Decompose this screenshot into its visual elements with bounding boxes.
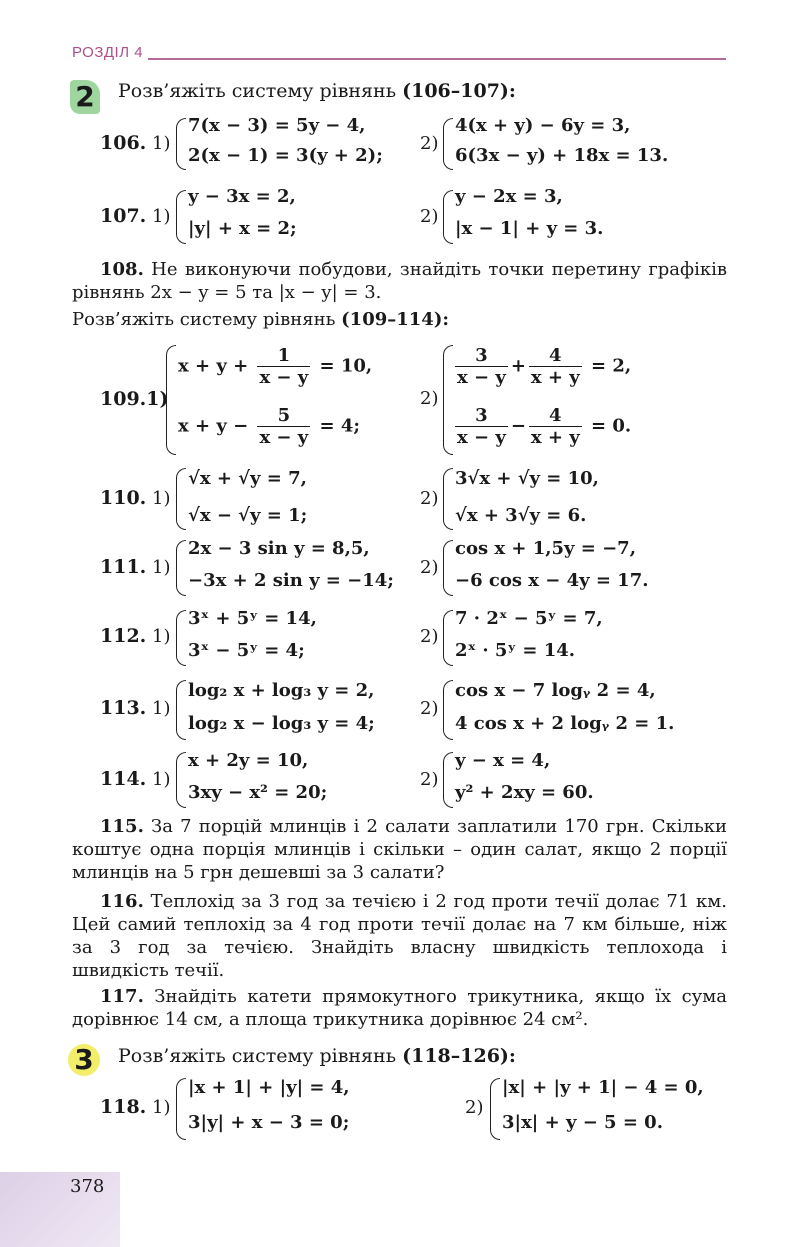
equation: log₂ x + log₃ y = 2, <box>188 680 375 701</box>
numerator: 3 <box>455 345 508 367</box>
fraction <box>529 345 582 388</box>
level-2-badge: 2 <box>70 80 100 114</box>
denominator: x − y <box>259 427 309 448</box>
heading-range: (118–126): <box>402 1045 516 1067</box>
system-brace <box>490 1078 500 1140</box>
denominator: x + y <box>530 367 580 388</box>
fraction <box>529 405 582 448</box>
problem-number: 108. <box>100 259 144 280</box>
system-brace <box>176 752 186 808</box>
part-1-label: 1) <box>152 557 171 578</box>
equation: 6(3x − y) + 18x = 13. <box>455 145 669 166</box>
equation: 3xy − x² = 20; <box>188 782 328 803</box>
problem-number: 113. <box>100 697 147 719</box>
system-brace <box>176 468 186 530</box>
operator: − <box>510 415 526 437</box>
problem-number: 111. <box>100 556 147 578</box>
numerator: 3 <box>455 405 508 427</box>
equation: 3ˣ + 5ʸ = 14, <box>188 608 317 629</box>
equation: 7(x − 3) = 5y − 4, <box>188 115 366 136</box>
problem-text: Не виконуючи побудови, знайдіть точки перетину графіків рівнянь 2x − y = 5 та |x − y| = 3. <box>72 259 727 303</box>
equation: 4 cos x + 2 logᵧ 2 = 1. <box>455 713 675 734</box>
part-1-label: 1) <box>152 488 171 509</box>
system-brace <box>176 118 186 170</box>
equation <box>178 345 372 388</box>
equation: |y| + x = 2; <box>188 218 297 239</box>
problem-text: За 7 порцій млинців і 2 салати заплатили 170 грн. Скільки коштує одна порція млинців і скільки – один салат, якщо 2 порції млинців на 5 грн дешевші за 3 салати? <box>72 816 727 883</box>
numerator: 5 <box>257 405 310 427</box>
equation: 3ˣ − 5ʸ = 4; <box>188 640 305 661</box>
equation: −6 cos x − 4y = 17. <box>455 570 649 591</box>
equation: 3√x + √y = 10, <box>455 468 599 489</box>
heading-range: (109–114): <box>341 309 449 330</box>
equation: 7 · 2ˣ − 5ʸ = 7, <box>455 608 603 629</box>
part-2-label: 2) <box>465 1097 484 1118</box>
page-number: 378 <box>70 1176 105 1197</box>
equation: 4(x + y) − 6y = 3, <box>455 115 631 136</box>
problem-number: 115. <box>100 816 144 837</box>
problem-number: 112. <box>100 625 147 647</box>
numerator: 4 <box>529 405 582 427</box>
system-brace <box>176 1078 186 1140</box>
denominator: x + y <box>530 427 580 448</box>
part-2-label: 2) <box>420 557 439 578</box>
level-3-heading <box>118 1045 516 1067</box>
equation: y − 3x = 2, <box>188 186 296 207</box>
part-1-label: 1) <box>152 769 171 790</box>
problem-text: Знайдіть катети прямокутного трикутника, якщо їх сума дорівнює 14 см, а площа трикутника дорівнює 24 см². <box>72 986 727 1030</box>
equation: y − 2x = 3, <box>455 186 563 207</box>
fraction <box>257 345 310 388</box>
equation: 3|y| + x − 3 = 0; <box>188 1112 350 1133</box>
equation: cos x + 1,5y = −7, <box>455 538 636 559</box>
problem-number: 110. <box>100 487 147 509</box>
part-1-label: 1) <box>152 1097 171 1118</box>
system-brace <box>443 752 453 808</box>
system-brace <box>166 345 176 455</box>
equation: √x + 3√y = 6. <box>455 505 587 526</box>
equation: y² + 2xy = 60. <box>455 782 594 803</box>
part-2-label: 2) <box>420 698 439 719</box>
expr-pre: x + y − <box>178 415 249 437</box>
header-rule <box>148 58 726 60</box>
fraction <box>455 345 508 388</box>
equation: 2x − 3 sin y = 8,5, <box>188 538 370 559</box>
problem-text: Теплохід за 3 год за течією і 2 год проти течії долає 71 км. Цей самий теплохід за 4 год проти течії долає на 7 км більше, ніж за 3 год за течією. Знайдіть власну швидкість теплохода і швидкість течії. <box>72 891 727 981</box>
equation: |x + 1| + |y| = 4, <box>188 1077 350 1098</box>
equation: −3x + 2 sin y = −14; <box>188 570 394 591</box>
part-1-label: 1) <box>152 626 171 647</box>
part-2-label: 2) <box>420 769 439 790</box>
system-brace <box>443 190 453 244</box>
denominator: x − y <box>457 427 506 448</box>
expr-pre: x + y + <box>178 355 249 377</box>
equation: 3|x| + y − 5 = 0. <box>502 1112 663 1133</box>
problem-number: 114. <box>100 768 147 790</box>
equation <box>452 345 631 388</box>
part-1-label: 1) <box>152 698 171 719</box>
part-2-label: 2) <box>420 488 439 509</box>
denominator: x − y <box>457 367 506 388</box>
equation <box>452 405 631 448</box>
equation: |x| + |y + 1| − 4 = 0, <box>502 1077 704 1098</box>
heading-text: Розв’яжіть систему рівнянь <box>118 1045 397 1067</box>
system-brace <box>176 610 186 666</box>
level-2-heading <box>118 80 516 102</box>
numerator: 4 <box>529 345 582 367</box>
equation: √x + √y = 7, <box>188 468 307 489</box>
expr-post: = 10, <box>319 355 373 377</box>
fraction <box>455 405 508 448</box>
system-brace <box>443 610 453 666</box>
subheading-109-114 <box>72 309 449 330</box>
heading-text: Розв’яжіть систему рівнянь <box>118 80 397 102</box>
system-brace <box>176 190 186 244</box>
problem-115 <box>72 815 727 884</box>
system-brace <box>176 680 186 740</box>
problem-number: 117. <box>100 986 144 1007</box>
problem-116 <box>72 890 727 982</box>
problem-117 <box>72 985 727 1031</box>
heading-range: (106–107): <box>402 80 516 102</box>
equation: |x − 1| + y = 3. <box>455 218 604 239</box>
system-brace <box>443 680 453 740</box>
problem-number: 107. <box>100 205 147 227</box>
problem-number: 106. <box>100 132 147 154</box>
equation: √x − √y = 1; <box>188 505 308 526</box>
part-1-label: 1) <box>152 206 171 227</box>
problem-number: 118. <box>100 1096 147 1118</box>
part-1-label: 1) <box>152 133 171 154</box>
equation: 2(x − 1) = 3(y + 2); <box>188 145 383 166</box>
numerator: 1 <box>257 345 310 367</box>
equation <box>178 405 360 448</box>
problem-number: 109.1) <box>100 388 169 410</box>
problem-number: 116. <box>100 891 144 912</box>
equation: log₂ x − log₃ y = 4; <box>188 713 375 734</box>
expr-post: = 0. <box>591 415 632 437</box>
operator: + <box>510 355 526 377</box>
fraction <box>257 405 310 448</box>
part-2-label: 2) <box>420 626 439 647</box>
equation: 2ˣ · 5ʸ = 14. <box>455 640 576 661</box>
section-label: РОЗДІЛ 4 <box>72 44 144 61</box>
denominator: x − y <box>259 367 309 388</box>
part-2-label: 2) <box>420 133 439 154</box>
system-brace <box>176 540 186 596</box>
system-brace <box>443 118 453 170</box>
system-brace <box>443 540 453 596</box>
expr-post: = 2, <box>591 355 632 377</box>
expr-post: = 4; <box>319 415 361 437</box>
equation: cos x − 7 logᵧ 2 = 4, <box>455 680 656 701</box>
part-2-label: 2) <box>420 206 439 227</box>
system-brace <box>443 468 453 530</box>
part-2-label: 2) <box>420 388 439 409</box>
heading-text: Розв’яжіть систему рівнянь <box>72 309 336 330</box>
equation: y − x = 4, <box>455 750 551 771</box>
problem-108 <box>72 258 727 304</box>
level-3-badge: 3 <box>68 1044 100 1076</box>
equation: x + 2y = 10, <box>188 750 309 771</box>
